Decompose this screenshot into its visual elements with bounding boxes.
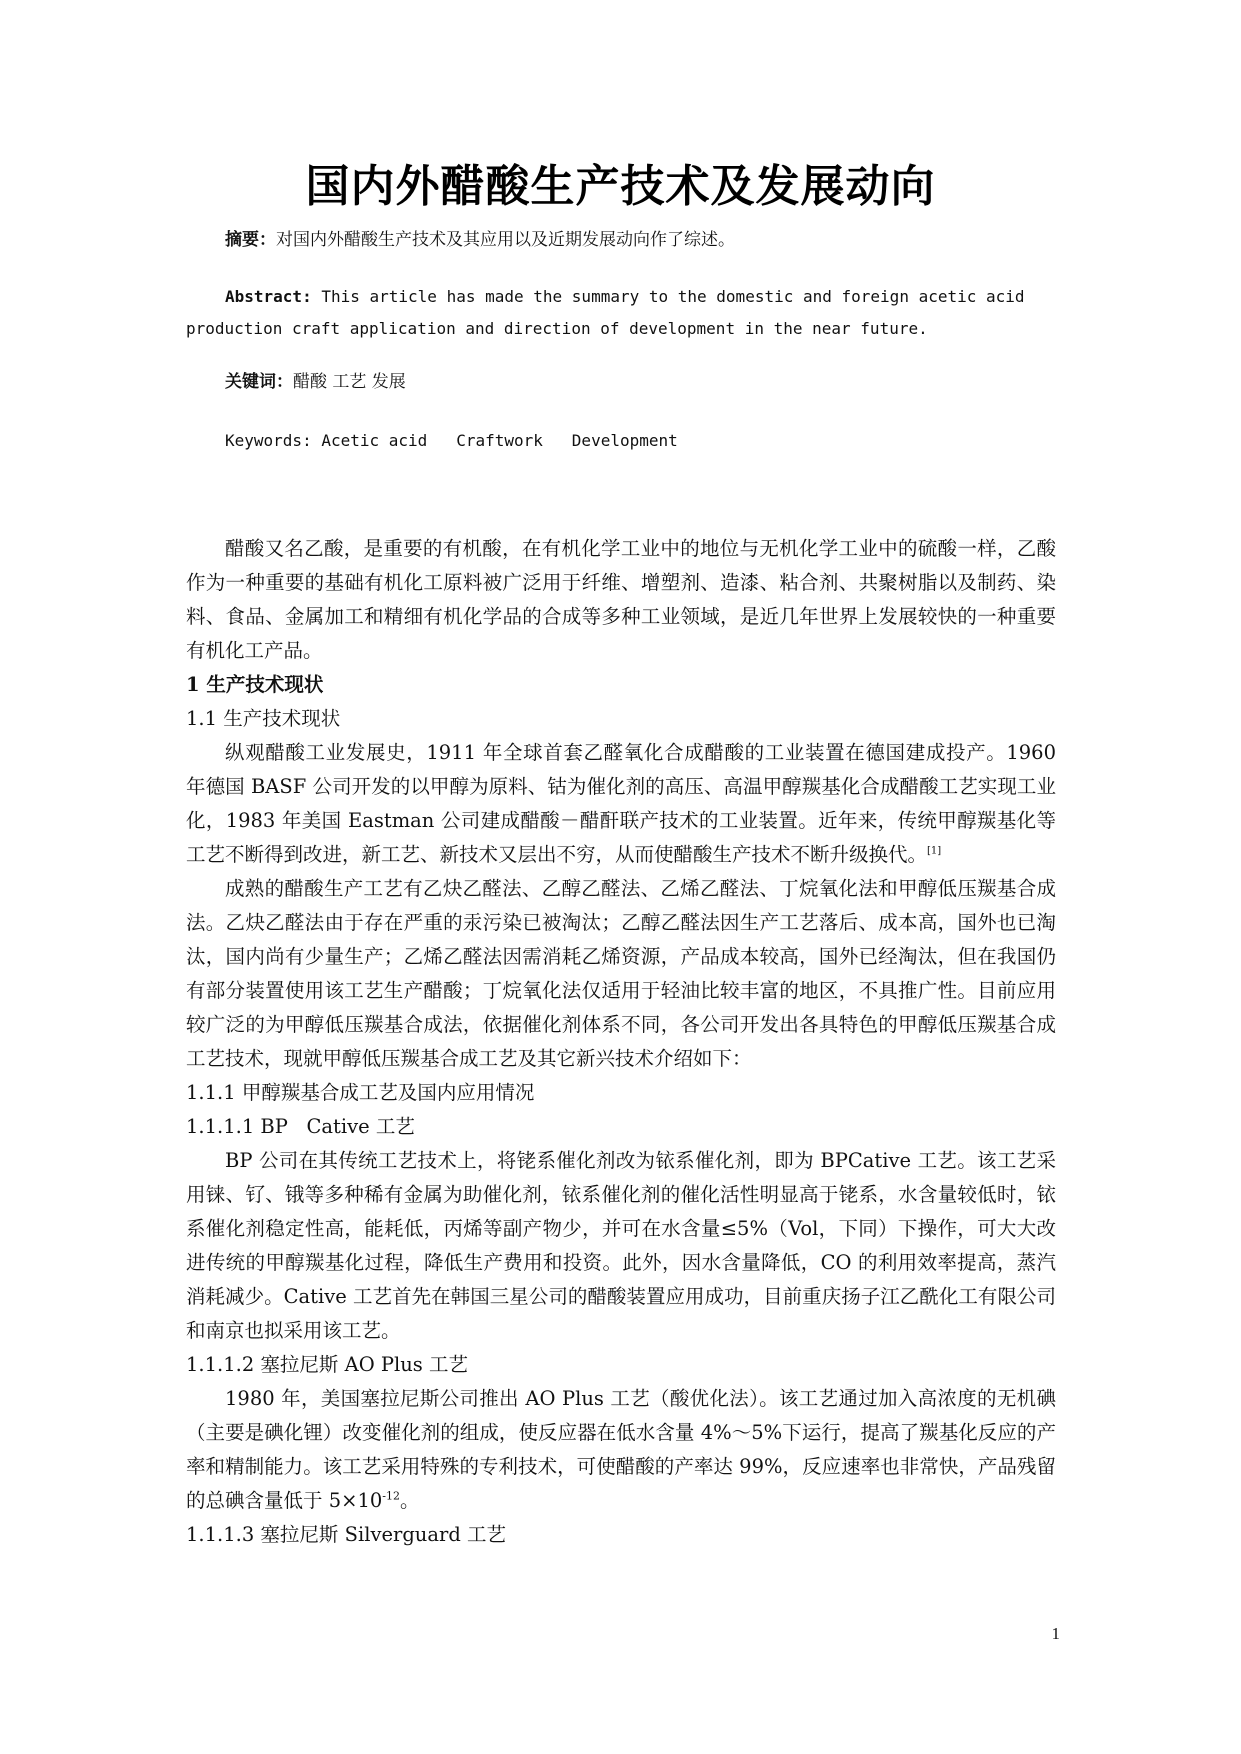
section-1-1-1-heading: 1.1.1 甲醇羰基合成工艺及国内应用情况 — [186, 1081, 535, 1104]
abstract-cn-text: 对国内外醋酸生产技术及其应用以及近期发展动向作了综述。 — [276, 230, 735, 250]
section-1-1-paragraph-1 — [186, 736, 1056, 872]
exponent: -12 — [382, 1489, 400, 1503]
paragraph-text: 纵观醋酸工业发展史，1911 年全球首套乙醛氧化合成醋酸的工业装置在德国建成投产。1960 年德国 BASF 公司开发的以甲醇为原料、钴为催化剂的高压、高温甲醇羰基化合成醋酸工艺实现工业化，1983 年美国 Eastman 公司建成醋酸－醋酐联产技术的工业装置。近年来，传统甲醇羰基化等工艺不断得到改进，新工艺、新技术又层出不穷，从而使醋酸生产技术不断升级换代。 — [186, 741, 1056, 866]
abstract-en — [186, 281, 1056, 345]
section-1-1-1-2-paragraph — [186, 1382, 1056, 1518]
page-number: 1 — [1051, 1624, 1060, 1643]
section-1-1-heading: 1.1 生产技术现状 — [186, 707, 341, 730]
section-1-1-1-2-heading: 1.1.1.2 塞拉尼斯 AO Plus 工艺 — [186, 1353, 469, 1376]
keywords-en-label: Keywords: — [225, 431, 312, 450]
abstract-cn-label: 摘要： — [225, 230, 276, 250]
section-1-1-1-1-paragraph: BP 公司在其传统工艺技术上，将铑系催化剂改为铱系催化剂，即为 BPCative 工艺。该工艺采用铼、钌、锇等多种稀有金属为助催化剂，铱系催化剂的催化活性明显高于铑系，水含量较低时，铱系催化剂稳定性高，能耗低，丙烯等副产物少，并可在水含量≤5%（Vol，下同）下操作，可大大改进传统的甲醇羰基化过程，降低生产费用和投资。此外，因水含量降低，CO 的利用效率提高，蒸汽消耗减少。Cative 工艺首先在韩国三星公司的醋酸装置应用成功，目前重庆扬子江乙酰化工有限公司和南京也拟采用该工艺。 — [186, 1149, 1056, 1342]
keywords-cn-text: 醋酸 工艺 发展 — [293, 372, 406, 392]
keywords-en — [186, 425, 1095, 457]
paragraph-tail: 。 — [399, 1489, 420, 1512]
citation-ref: [1] — [927, 845, 942, 857]
keywords-cn — [186, 367, 1095, 398]
abstract-cn — [186, 225, 1095, 256]
document-body — [186, 532, 1056, 1552]
keywords-en-text: Acetic acid Craftwork Development — [321, 431, 678, 450]
abstract-en-label: Abstract: — [225, 287, 312, 306]
intro-paragraph: 醋酸又名乙酸，是重要的有机酸，在有机化学工业中的地位与无机化学工业中的硫酸一样，乙酸作为一种重要的基础有机化工原料被广泛用于纤维、增塑剂、造漆、粘合剂、共聚树脂以及制药、染料、食品、金属加工和精细有机化学品的合成等多种工业领域，是近几年世界上发展较快的一种重要有机化工产品。 — [186, 537, 1056, 662]
abstract-en-text: This article has made the summary to the domestic and foreign acetic acid production craft application and direction of development in the near future. — [186, 287, 1025, 338]
keywords-cn-label: 关键词： — [225, 372, 293, 392]
section-1-heading: 1 生产技术现状 — [186, 673, 324, 696]
document-title: 国内外醋酸生产技术及发展动向 — [305, 161, 936, 212]
paragraph-text: 1980 年，美国塞拉尼斯公司推出 AO Plus 工艺（酸优化法）。该工艺通过加入高浓度的无机碘（主要是碘化锂）改变催化剂的组成，使反应器在低水含量 4%～5%下运行，提高了羰基化反应的产率和精制能力。该工艺采用特殊的专利技术，可使醋酸的产率达 99%，反应速率也非常快，产品残留的总碘含量低于 5×10 — [186, 1387, 1056, 1512]
section-1-1-1-1-heading: 1.1.1.1 BP Cative 工艺 — [186, 1115, 415, 1138]
section-1-1-1-3-heading: 1.1.1.3 塞拉尼斯 Silverguard 工艺 — [186, 1523, 506, 1546]
section-1-1-paragraph-2: 成熟的醋酸生产工艺有乙炔乙醛法、乙醇乙醛法、乙烯乙醛法、丁烷氧化法和甲醇低压羰基合成法。乙炔乙醛法由于存在严重的汞污染已被淘汰；乙醇乙醛法因生产工艺落后、成本高，国外也已淘汰，国内尚有少量生产；乙烯乙醛法因需消耗乙烯资源，产品成本较高，国外已经淘汰，但在我国仍有部分装置使用该工艺生产醋酸；丁烷氧化法仅适用于轻油比较丰富的地区，不具推广性。目前应用较广泛的为甲醇低压羰基合成法，依据催化剂体系不同，各公司开发出各具特色的甲醇低压羰基合成工艺技术，现就甲醇低压羰基合成工艺及其它新兴技术介绍如下： — [186, 877, 1056, 1070]
